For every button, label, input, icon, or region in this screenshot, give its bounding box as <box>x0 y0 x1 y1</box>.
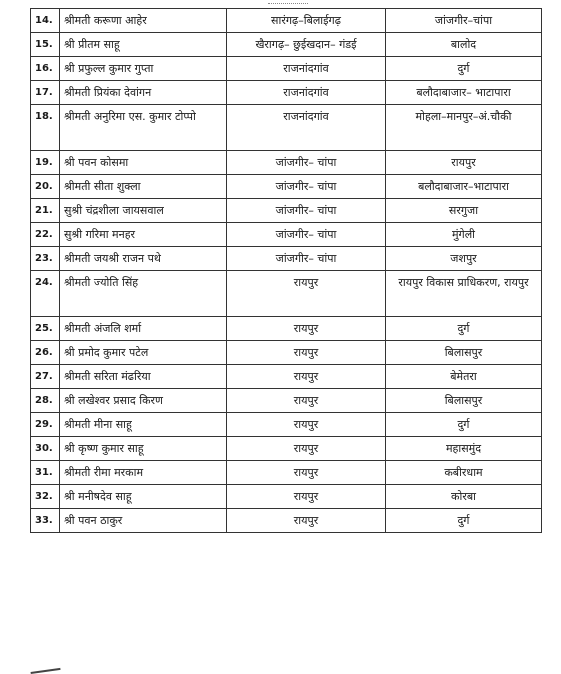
new-posting-cell: बालोद <box>386 33 542 57</box>
serial-number-cell: 32. <box>31 485 60 509</box>
serial-number-cell: 17. <box>31 81 60 105</box>
table-row <box>31 437 542 461</box>
new-posting-cell: दुर्ग <box>386 57 542 81</box>
officer-name-cell: श्री प्रीतम साहू <box>60 33 227 57</box>
new-posting-cell: दुर्ग <box>386 509 542 533</box>
current-posting-cell: रायपुर <box>227 365 386 389</box>
table-body <box>31 9 542 533</box>
officer-name-cell: श्रीमती प्रियंका देवांगन <box>60 81 227 105</box>
serial-number-cell: 28. <box>31 389 60 413</box>
table-row <box>31 509 542 533</box>
new-posting-cell: बलौदाबाजार– भाटापारा <box>386 81 542 105</box>
current-posting-cell: सारंगढ़–बिलाईगढ़ <box>227 9 386 33</box>
current-posting-cell: जांजगीर– चांपा <box>227 247 386 271</box>
serial-number-cell: 30. <box>31 437 60 461</box>
new-posting-cell: जांजगीर–चांपा <box>386 9 542 33</box>
new-posting-cell: रायपुर विकास प्राधिकरण, रायपुर <box>386 271 542 317</box>
officer-name-cell: श्रीमती अंजलि शर्मा <box>60 317 227 341</box>
officer-name-cell: श्रीमती करूणा आहेर <box>60 9 227 33</box>
table-row <box>31 365 542 389</box>
serial-number-cell: 18. <box>31 105 60 151</box>
table-row <box>31 175 542 199</box>
officer-name-cell: श्रीमती सरिता मंढरिया <box>60 365 227 389</box>
new-posting-cell: महासमुंद <box>386 437 542 461</box>
new-posting-cell: बिलासपुर <box>386 389 542 413</box>
current-posting-cell: रायपुर <box>227 271 386 317</box>
table-row <box>31 105 542 151</box>
table-row <box>31 199 542 223</box>
table-row <box>31 9 542 33</box>
new-posting-cell: दुर्ग <box>386 317 542 341</box>
serial-number-cell: 19. <box>31 151 60 175</box>
serial-number-cell: 15. <box>31 33 60 57</box>
current-posting-cell: राजनांदगांव <box>227 105 386 151</box>
new-posting-cell: मोहला–मानपुर–अं.चौकी <box>386 105 542 151</box>
current-posting-cell: रायपुर <box>227 485 386 509</box>
table-row <box>31 33 542 57</box>
new-posting-cell: बिलासपुर <box>386 341 542 365</box>
officer-name-cell: श्री मनीषदेव साहू <box>60 485 227 509</box>
table-row <box>31 223 542 247</box>
officer-name-cell: श्री लखेश्वर प्रसाद किरण <box>60 389 227 413</box>
new-posting-cell: मुंगेली <box>386 223 542 247</box>
current-posting-cell: रायपुर <box>227 389 386 413</box>
officer-name-cell: श्रीमती रीमा मरकाम <box>60 461 227 485</box>
table-row <box>31 317 542 341</box>
current-posting-cell: राजनांदगांव <box>227 57 386 81</box>
new-posting-cell: बलौदाबाजार–भाटापारा <box>386 175 542 199</box>
current-posting-cell: रायपुर <box>227 437 386 461</box>
officer-name-cell: सुश्री गरिमा मनहर <box>60 223 227 247</box>
table-row <box>31 413 542 437</box>
serial-number-cell: 25. <box>31 317 60 341</box>
transfer-list-table <box>30 8 542 533</box>
serial-number-cell: 21. <box>31 199 60 223</box>
serial-number-cell: 24. <box>31 271 60 317</box>
serial-number-cell: 27. <box>31 365 60 389</box>
officer-name-cell: श्री प्रमोद कुमार पटेल <box>60 341 227 365</box>
table-row <box>31 81 542 105</box>
table-row <box>31 57 542 81</box>
current-posting-cell: रायपुर <box>227 413 386 437</box>
current-posting-cell: राजनांदगांव <box>227 81 386 105</box>
officer-name-cell: श्री कृष्ण कुमार साहू <box>60 437 227 461</box>
serial-number-cell: 22. <box>31 223 60 247</box>
serial-number-cell: 14. <box>31 9 60 33</box>
officer-name-cell: श्रीमती सीता शुक्ला <box>60 175 227 199</box>
table-row <box>31 461 542 485</box>
new-posting-cell: कोरबा <box>386 485 542 509</box>
officer-name-cell: श्रीमती जयश्री राजन पथे <box>60 247 227 271</box>
officer-name-cell: श्रीमती अनुरिमा एस. कुमार टोप्पो <box>60 105 227 151</box>
serial-number-cell: 23. <box>31 247 60 271</box>
officer-name-cell: श्री प्रफुल्ल कुमार गुप्ता <box>60 57 227 81</box>
new-posting-cell: दुर्ग <box>386 413 542 437</box>
officer-name-cell: श्री पवन ठाकुर <box>60 509 227 533</box>
officer-name-cell: सुश्री चंद्रशीला जायसवाल <box>60 199 227 223</box>
new-posting-cell: कबीरधाम <box>386 461 542 485</box>
current-posting-cell: जांजगीर– चांपा <box>227 151 386 175</box>
table-row <box>31 485 542 509</box>
serial-number-cell: 31. <box>31 461 60 485</box>
new-posting-cell: जशपुर <box>386 247 542 271</box>
serial-number-cell: 33. <box>31 509 60 533</box>
new-posting-cell: सरगुजा <box>386 199 542 223</box>
current-posting-cell: जांजगीर– चांपा <box>227 199 386 223</box>
current-posting-cell: रायपुर <box>227 317 386 341</box>
current-posting-cell: खैरागढ़– छुईखदान– गंडई <box>227 33 386 57</box>
serial-number-cell: 16. <box>31 57 60 81</box>
new-posting-cell: बेमेतरा <box>386 365 542 389</box>
table-row <box>31 341 542 365</box>
current-posting-cell: रायपुर <box>227 461 386 485</box>
page-top-mark <box>268 0 308 4</box>
current-posting-cell: रायपुर <box>227 509 386 533</box>
serial-number-cell: 26. <box>31 341 60 365</box>
current-posting-cell: रायपुर <box>227 341 386 365</box>
table-row <box>31 151 542 175</box>
table-row <box>31 271 542 317</box>
current-posting-cell: जांजगीर– चांपा <box>227 175 386 199</box>
officer-name-cell: श्री पवन कोसमा <box>60 151 227 175</box>
table-row <box>31 247 542 271</box>
officer-name-cell: श्रीमती ज्योति सिंह <box>60 271 227 317</box>
current-posting-cell: जांजगीर– चांपा <box>227 223 386 247</box>
serial-number-cell: 20. <box>31 175 60 199</box>
officer-name-cell: श्रीमती मीना साहू <box>60 413 227 437</box>
new-posting-cell: रायपुर <box>386 151 542 175</box>
table-row <box>31 389 542 413</box>
serial-number-cell: 29. <box>31 413 60 437</box>
